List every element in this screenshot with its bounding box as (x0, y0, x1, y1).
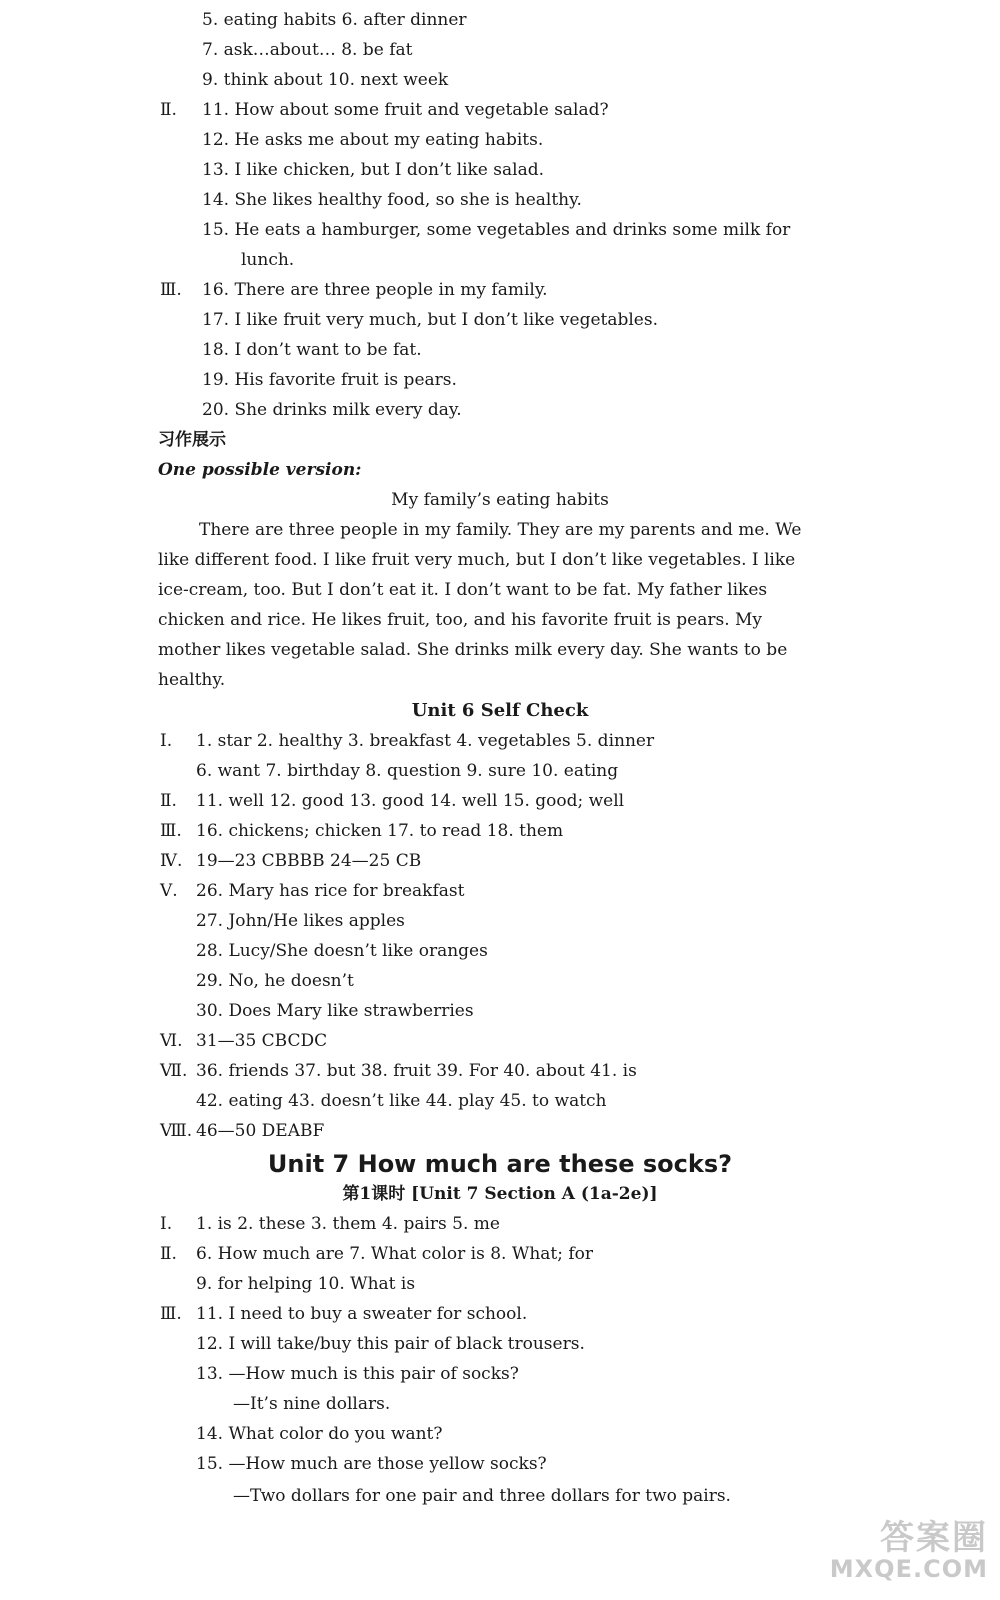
answer-line: 26. Mary has rice for breakfast (196, 881, 465, 901)
essay-line: ice-cream, too. But I don’t eat it. I don’t want to be fat. My father likes (158, 580, 768, 600)
section-numeral: Ⅲ. (160, 821, 182, 841)
answer-line: 29. No, he doesn’t (196, 971, 354, 991)
essay-line: healthy. (158, 670, 226, 690)
watermark-url: MXQE.COM (829, 1554, 988, 1583)
essay-line: like different food. I like fruit very much, but I don’t like vegetables. I like (158, 550, 796, 570)
answer-line: 12. I will take/buy this pair of black trousers. (196, 1334, 585, 1354)
answer-line: 14. She likes healthy food, so she is healthy. (202, 190, 582, 210)
section-numeral: Ⅱ. (160, 791, 177, 811)
section-numeral: Ⅵ. (160, 1031, 183, 1051)
answer-line: 36. friends 37. but 38. fruit 39. For 40. about 41. is (196, 1061, 637, 1081)
answer-line: —Two dollars for one pair and three dollars for two pairs. (233, 1486, 731, 1506)
section-heading: 习作展示 (158, 430, 226, 450)
answer-line: 28. Lucy/She doesn’t like oranges (196, 941, 488, 961)
answer-line: 6. want 7. birthday 8. question 9. sure 10. eating (196, 761, 619, 781)
answer-line: 7. ask…about… 8. be fat (202, 40, 413, 60)
answer-line: 16. chickens; chicken 17. to read 18. them (196, 821, 564, 841)
answer-line: lunch. (241, 250, 295, 270)
answer-line: 1. is 2. these 3. them 4. pairs 5. me (196, 1214, 500, 1234)
essay-line: chicken and rice. He likes fruit, too, and his favorite fruit is pears. My (158, 610, 763, 630)
section-numeral: Ⅱ. (160, 100, 177, 120)
unit-title: Unit 7 How much are these socks? (267, 1150, 733, 1178)
answer-line: 1. star 2. healthy 3. breakfast 4. vegetables 5. dinner (196, 731, 655, 751)
answer-line: 9. think about 10. next week (202, 70, 449, 90)
answer-line: 15. He eats a hamburger, some vegetables and drinks some milk for (202, 220, 791, 240)
essay-title: My family’s eating habits (391, 490, 609, 510)
answer-line: 42. eating 43. doesn’t like 44. play 45. to watch (196, 1091, 607, 1111)
version-label: One possible version: (158, 460, 362, 480)
answer-line: 15. —How much are those yellow socks? (196, 1454, 547, 1474)
essay-line: There are three people in my family. They are my parents and me. We (199, 520, 802, 540)
section-numeral: Ⅶ. (160, 1061, 188, 1081)
answer-line: 27. John/He likes apples (196, 911, 405, 931)
answer-line: 6. How much are 7. What color is 8. What; for (196, 1244, 594, 1264)
answer-line: —It’s nine dollars. (233, 1394, 391, 1414)
answer-line: 11. I need to buy a sweater for school. (196, 1304, 528, 1324)
answer-line: 19. His favorite fruit is pears. (202, 370, 457, 390)
answer-line: 11. How about some fruit and vegetable salad? (202, 100, 609, 120)
section-numeral: Ⅳ. (160, 851, 183, 871)
answer-line: 19—23 CBBBB 24—25 CB (196, 851, 422, 871)
answer-line: 16. There are three people in my family. (202, 280, 548, 300)
lesson-title: 第1课时 [Unit 7 Section A (1a-2e)] (342, 1184, 658, 1204)
essay-line: mother likes vegetable salad. She drinks milk every day. She wants to be (158, 640, 788, 660)
answer-line: 13. —How much is this pair of socks? (196, 1364, 519, 1384)
answer-line: 20. She drinks milk every day. (202, 400, 462, 420)
answer-line: 30. Does Mary like strawberries (196, 1001, 474, 1021)
self-check-title: Unit 6 Self Check (411, 700, 589, 721)
section-numeral: Ⅷ. (160, 1121, 193, 1141)
site-watermark (829, 1518, 988, 1583)
answer-line: 11. well 12. good 13. good 14. well 15. good; well (196, 791, 625, 811)
answer-line: 9. for helping 10. What is (196, 1274, 416, 1294)
watermark-logo: 答案圈 (880, 1518, 988, 1559)
answer-line: 14. What color do you want? (196, 1424, 443, 1444)
section-numeral: Ⅰ. (160, 731, 173, 751)
section-numeral: Ⅲ. (160, 1304, 182, 1324)
answer-line: 13. I like chicken, but I don’t like salad. (202, 160, 544, 180)
section-numeral: Ⅴ. (160, 881, 178, 901)
section-numeral: Ⅱ. (160, 1244, 177, 1264)
section-numeral: Ⅲ. (160, 280, 182, 300)
answer-line: 17. I like fruit very much, but I don’t like vegetables. (202, 310, 658, 330)
answer-line: 46—50 DEABF (196, 1121, 325, 1141)
answer-line: 18. I don’t want to be fat. (202, 340, 422, 360)
answer-line: 12. He asks me about my eating habits. (202, 130, 544, 150)
section-numeral: Ⅰ. (160, 1214, 173, 1234)
answer-line: 31—35 CBCDC (196, 1031, 328, 1051)
answer-line: 5. eating habits 6. after dinner (202, 10, 467, 30)
